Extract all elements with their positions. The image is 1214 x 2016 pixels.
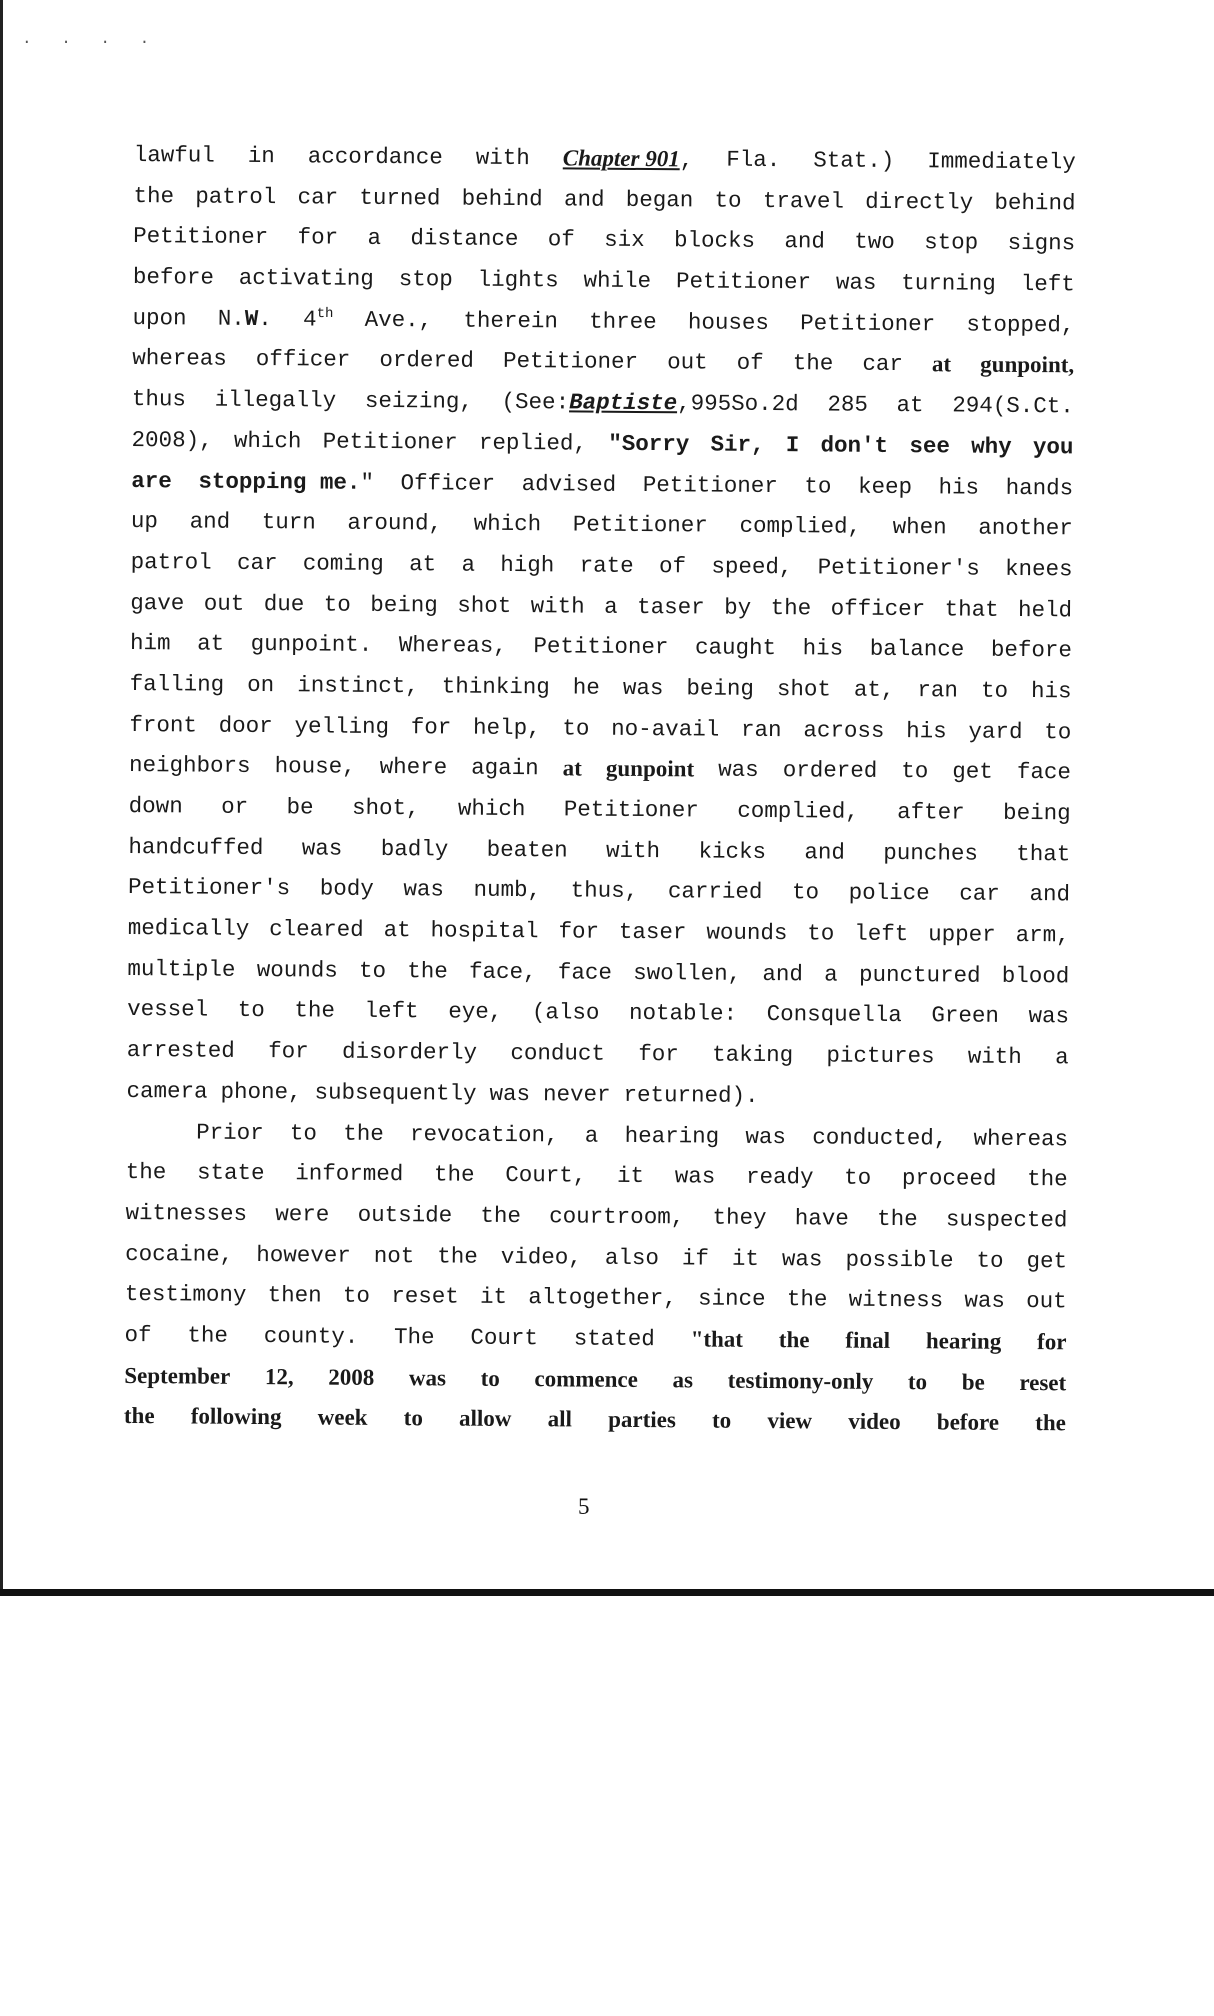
text-line: medically cleared at hospital for taser wounds to left upper arm, (127, 915, 1070, 949)
text-line: the patrol car turned behind and began to travel directly behind (133, 182, 1076, 217)
text-line: gave out due to being shot with a taser by the officer that held (130, 589, 1073, 623)
text-line-paragraph-start: Prior to the revocation, a hearing was conducted, whereas (196, 1119, 1069, 1152)
text-line: whereas officer ordered Petitioner out of the car at gunpoint, (132, 345, 1075, 378)
text-line: down or be shot, which Petitioner complied, after being (128, 792, 1071, 827)
text-line: witnesses were outside the courtroom, they have the suspected (125, 1199, 1068, 1234)
text-line: cocaine, however not the video, also if it was possible to get (125, 1240, 1068, 1274)
text-line: Petitioner for a distance of six blocks and two stop signs (133, 223, 1076, 257)
text-line: before activating stop lights while Petitioner was turning left (132, 264, 1075, 298)
text-line: thus illegally seizing, (See:Baptiste,995So.2d 285 at 294(S.Ct. (131, 386, 1074, 420)
text-line: patrol car coming at a high rate of speed, Petitioner's knees (130, 548, 1073, 583)
text-line: front door yelling for help, to no-avail ran across his yard to (129, 711, 1072, 746)
citation-chapter-901: Chapter 901 (562, 145, 680, 172)
text-line: handcuffed was badly beaten with kicks and punches that (128, 833, 1071, 868)
citation-baptiste: Baptiste (569, 389, 678, 417)
document-body (124, 135, 1076, 1444)
text-line: testimony then to reset it altogether, since the witness was out (124, 1281, 1067, 1315)
text-line: Petitioner's body was numb, thus, carried to police car and (127, 874, 1071, 908)
text-line: him at gunpoint. Whereas, Petitioner caught his balance before (129, 630, 1073, 664)
text-line: of the county. The Court stated "that the final hearing for (124, 1321, 1067, 1355)
page-left-edge (0, 0, 3, 1595)
text-line: up and turn around, which Petitioner complied, when another (130, 508, 1073, 542)
text-line: neighbors house, where again at gunpoint was ordered to get face (128, 752, 1071, 786)
text-line: lawful in accordance with Chapter 901, Fla. Stat.) Immediately (133, 141, 1076, 176)
text-line: multiple wounds to the face, face swollen, and a punctured blood (127, 955, 1070, 990)
text-line: camera phone, subsequently was never returned). (126, 1077, 759, 1109)
text-line: arrested for disorderly conduct for taking pictures with a (126, 1037, 1069, 1071)
corner-scan-marks: . . . . (22, 30, 160, 48)
text-line: the following week to allow all parties to view video before the (123, 1403, 1066, 1436)
page-number: 5 (578, 1494, 590, 1519)
text-line: are stopping me." Officer advised Petitioner to keep his hands (131, 467, 1074, 501)
page-bottom-edge (0, 1589, 1214, 1596)
text-line: falling on instinct, thinking he was being shot at, ran to his (129, 670, 1072, 705)
text-line: the state informed the Court, it was ready to proceed the (125, 1159, 1068, 1193)
text-line: 2008), which Petitioner replied, "Sorry Sir, I don't see why you (131, 426, 1074, 461)
text-line: upon N.W. 4th Ave., therein three houses Petitioner stopped, (132, 304, 1075, 339)
text-line: vessel to the left eye, (also notable: Consquella Green was (127, 996, 1070, 1030)
text-line: September 12, 2008 was to commence as testimony-only to be reset (124, 1362, 1067, 1395)
